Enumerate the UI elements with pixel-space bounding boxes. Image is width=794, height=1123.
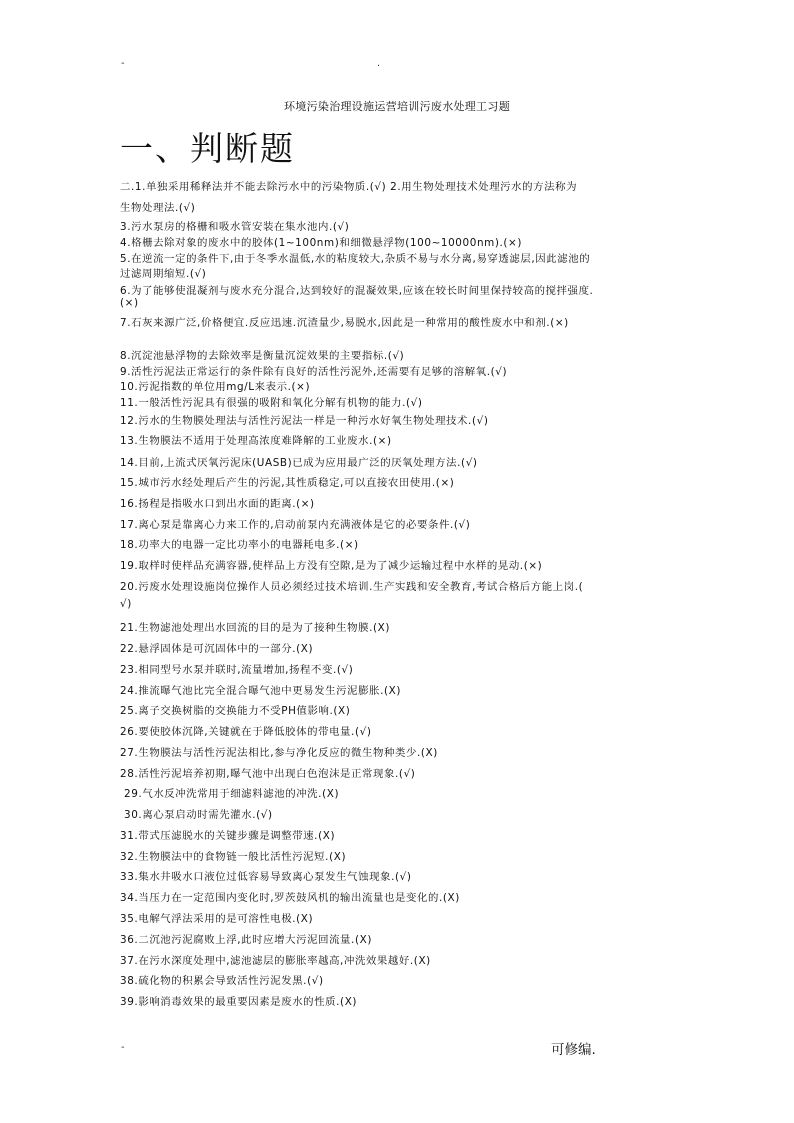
question-line: 10.污泥指数的单位用mg/L来表示.(×) <box>120 381 311 393</box>
question-line: 24.推流曝气池比完全混合曝气池中更易发生污泥膨胀.(X) <box>120 685 402 697</box>
question-line: 38.硫化物的积累会导致活性污泥发黑.(√) <box>120 975 324 987</box>
question-line: 20.污废水处理设施岗位操作人员必须经过技术培训.生产实践和安全教育,考试合格后方能上岗.( <box>120 581 584 593</box>
question-line: 11.一般活性污泥具有很强的吸附和氧化分解有机物的能力.(√) <box>120 397 423 409</box>
question-line: 6.为了能够使混凝剂与废水充分混合,达到较好的混凝效果,应该在较长时间里保持较高的搅拌强度. <box>120 285 594 297</box>
question-line: 4.格栅去除对象的废水中的胶体(1~100nm)和细微悬浮物(100~10000nm).(×) <box>120 237 523 249</box>
question-line: 17.离心泵是靠离心力来工作的,启动前泵内充满液体是它的必要条件.(√) <box>120 519 471 531</box>
header-mark-right: . <box>377 58 381 69</box>
question-line: 14.目前,上流式厌氧污泥床(UASB)已成为应用最广泛的厌氧处理方法.(√) <box>120 457 478 469</box>
question-line: 9.活性污泥法正常运行的条件除有良好的活性污泥外,还需要有足够的溶解氧.(√) <box>120 366 508 378</box>
question-line: 35.电解气浮法采用的是可溶性电极.(X) <box>120 913 314 925</box>
document-subtitle: 环境污染治理设施运营培训污废水处理工习题 <box>284 100 510 113</box>
question-line: 过滤周期缩短.(√) <box>120 268 207 280</box>
question-line: 30.离心泵启动时需先灌水.(√) <box>124 809 273 821</box>
question-line: 15.城市污水经处理后产生的污泥,其性质稳定,可以直接农田使用.(×) <box>120 477 455 489</box>
question-line: 27.生物膜法与活性污泥法相比,参与净化反应的微生物种类少.(X) <box>120 747 438 759</box>
question-line: 生物处理法.(√) <box>120 202 196 214</box>
section-heading: 一、判断题 <box>120 129 295 168</box>
question-line: 5.在逆流一定的条件下,由于冬季水温低,水的粘度较大,杂质不易与水分离,易穿透滤层,因此滤池的 <box>120 253 591 265</box>
question-line: 31.带式压滤脱水的关键步骤是调整带速.(X) <box>120 830 336 842</box>
question-line: 36.二沉池污泥腐败上浮,此时应增大污泥回流量.(X) <box>120 934 372 946</box>
question-line: 16.扬程是指吸水口到出水面的距离.(×) <box>120 498 315 510</box>
question-line: 39.影响消毒效果的最重要因素是废水的性质.(X) <box>120 996 358 1008</box>
question-line: 37.在污水深度处理中,滤池滤层的膨胀率越高,冲洗效果越好.(X) <box>120 955 431 967</box>
question-line: √) <box>120 598 132 610</box>
question-line: 25.离子交换树脂的交换能力不受PH值影响.(X) <box>120 705 351 717</box>
question-line: 8.沉淀池悬浮物的去除效率是衡量沉淀效果的主要指标.(√) <box>120 350 405 362</box>
question-line: 21.生物滤池处理出水回流的目的是为了接种生物膜.(X) <box>120 622 391 634</box>
question-line: 32.生物膜法中的食物链一般比活性污泥短.(X) <box>120 851 347 863</box>
question-line: 33.集水井吸水口液位过低容易导致离心泵发生气蚀现象.(√) <box>120 871 412 883</box>
question-line: 29.气水反冲洗常用于细滤料滤池的冲洗.(X) <box>124 788 340 800</box>
question-line: (×) <box>120 297 139 309</box>
question-line: 18.功率大的电器一定比功率小的电器耗电多.(×) <box>120 539 359 551</box>
question-line: 3.污水泵房的格栅和吸水管安装在集水池内.(√) <box>120 221 350 233</box>
question-line: 22.悬浮固体是可沉固体中的一部分.(X) <box>120 643 314 655</box>
question-line: 23.相同型号水泵并联时,流量增加,扬程不变.(√) <box>120 664 354 676</box>
question-line: 12.污水的生物膜处理法与活性污泥法一样是一种污水好氧生物处理技术.(√) <box>120 415 489 427</box>
question-line: 34.当压力在一定范围内变化时,罗茨鼓风机的输出流量也是变化的.(X) <box>120 892 460 904</box>
editable-note: 可修编. <box>551 1042 596 1058</box>
question-line: 19.取样时使样品充满容器,使样品上方没有空隙,是为了减少运输过程中水样的晃动.(×) <box>120 560 543 572</box>
question-line: 28.活性污泥培养初期,曝气池中出现白色泡沫是正常现象.(√) <box>120 768 416 780</box>
question-line: 二.1.单独采用稀释法并不能去除污水中的污染物质.(√) 2.用生物处理技术处理污水的方法称为 <box>120 181 578 193</box>
question-line: 26.要使胶体沉降,关键就在于降低胶体的带电量.(√) <box>120 726 372 738</box>
question-line: 7.石灰来源广泛,价格便宜.反应迅速.沉渣量少,易脱水,因此是一种常用的酸性废水中和剂.(×) <box>120 317 569 329</box>
header-mark-left: - <box>121 58 125 69</box>
question-line: 13.生物膜法不适用于处理高浓度难降解的工业废水.(×) <box>120 435 392 447</box>
footer-mark-left: - <box>121 1042 125 1053</box>
